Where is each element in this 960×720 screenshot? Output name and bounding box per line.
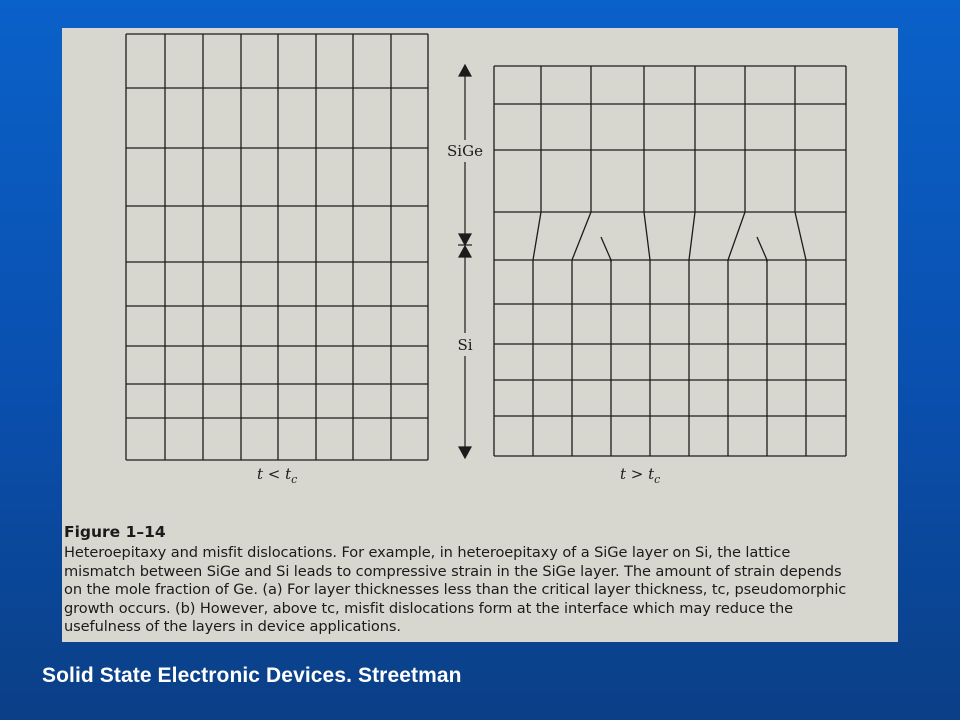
left-lattice-grid bbox=[126, 34, 428, 460]
right-lattice-grid bbox=[494, 66, 846, 456]
right-condition-subscript: c bbox=[654, 473, 661, 486]
right-condition-label bbox=[620, 465, 660, 486]
left-condition-text: t < t bbox=[257, 465, 292, 483]
right-condition-text: t > t bbox=[620, 465, 655, 483]
lattice-line bbox=[689, 212, 695, 260]
lattice-line bbox=[572, 212, 591, 260]
lattice-line bbox=[644, 212, 650, 260]
lattice-line bbox=[728, 212, 745, 260]
footer-citation: Solid State Electronic Devices. Streetman bbox=[42, 664, 462, 687]
lattice-line bbox=[795, 212, 806, 260]
left-condition-subscript: c bbox=[291, 473, 298, 486]
caption-title: Figure 1–14 bbox=[64, 523, 166, 541]
lattice-line bbox=[533, 212, 541, 260]
si-label: Si bbox=[457, 336, 473, 354]
sige-label: SiGe bbox=[447, 142, 483, 160]
figure-caption bbox=[62, 522, 854, 637]
left-condition-label bbox=[257, 465, 297, 486]
scanned-figure-page bbox=[62, 28, 898, 642]
caption-body: Heteroepitaxy and misfit dislocations. For example, in heteroepitaxy of a SiGe layer on Si, the lattice mismatch between SiGe and Si leads to compressive strain in the SiGe layer. The amount of strain depends on the mole fraction of Ge. (a) For layer thicknesses less than the critical layer thickness, tc, pseudomorphic growth occurs. (b) However, above tc, misfit dislocations form at the interface which may reduce the usefulness of the layers in device applications. bbox=[64, 544, 847, 636]
misfit-dislocation-line bbox=[757, 237, 767, 260]
heteroepitaxy-figure bbox=[62, 28, 898, 522]
misfit-dislocation-line bbox=[601, 237, 611, 260]
